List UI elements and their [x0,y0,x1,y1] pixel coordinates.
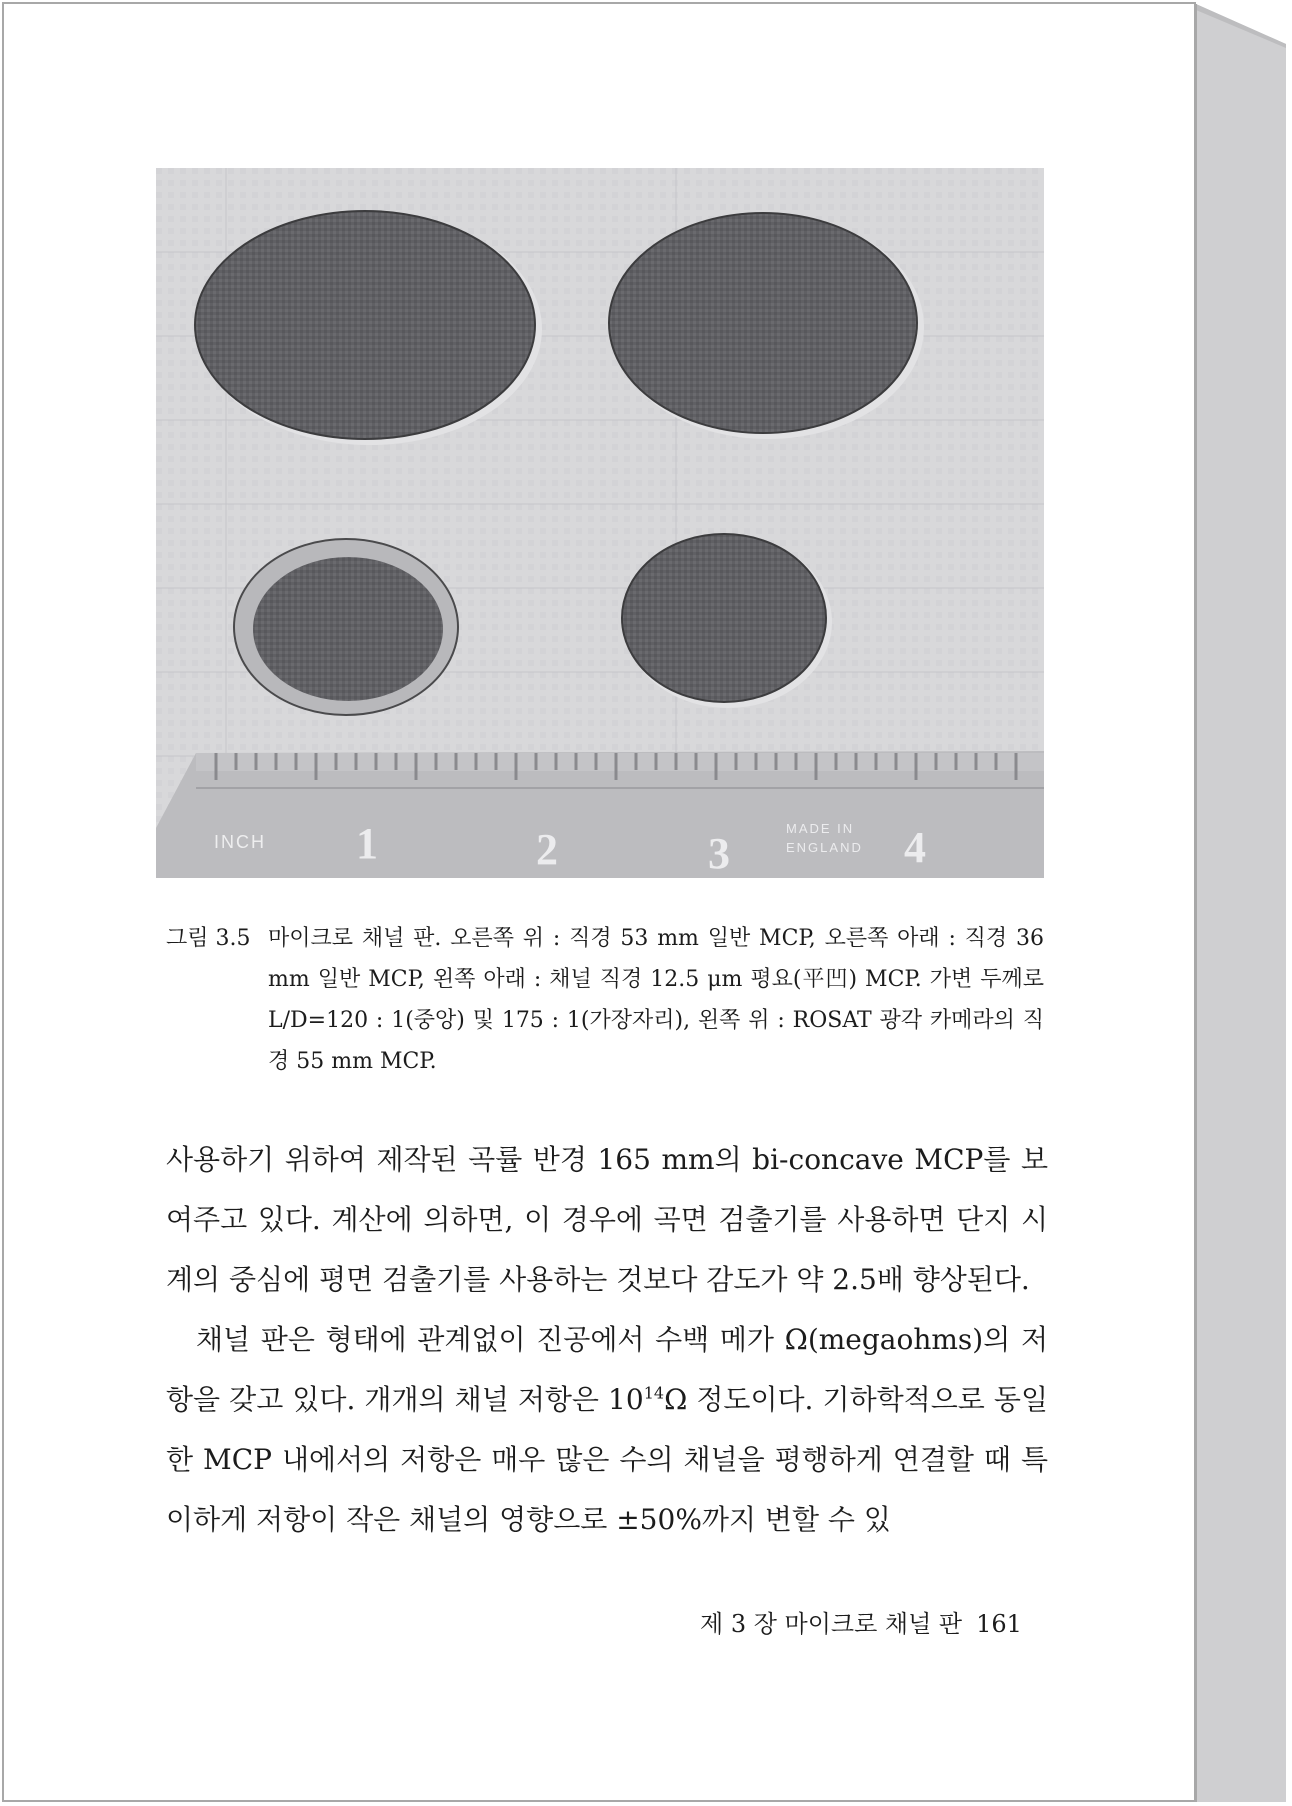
paragraph: 사용하기 위하여 제작된 곡률 반경 165 mm의 bi-concave MCP를 보여주고 있다. 계산에 의하면, 이 경우에 곡면 검출기를 사용하면 단지 시계의 중심에 평면 검출기를 사용하는 것보다 감도가 약 2.5배 향상된다. [166,1143,1048,1296]
page-footer [700,1604,1020,1639]
mcp-disk-bottom-left [234,539,458,715]
body-text [166,1130,1048,1550]
ruler [156,751,1044,878]
mcp-disk-top-right [609,213,924,439]
superscript: 14 [643,1383,665,1403]
mcp-photo-illustration [156,168,1044,878]
ruler-number: 1 [356,819,378,868]
ruler-number: 4 [904,823,926,872]
mcp-disk-top-left [195,211,542,445]
ruler-number: 2 [536,825,558,874]
caption-label: 그림 3.5 [166,926,251,951]
ruler-number: 3 [708,829,730,878]
text-run: Ω 정도이다. 기하학적으로 동일한 MCP 내에서의 저항은 매우 많은 수의 채널을 평행하게 연결할 때 특이하게 저항이 작은 채널의 영향으로 ±50%까지 변할 수 있 [166,1383,1048,1536]
text-run: 채널 판은 형태에 관계없이 진공에서 수백 메가 Ω(megaohms)의 저항을 갖고 있다. 개개의 채널 저항은 10 [166,1323,1048,1416]
figure-photo [156,168,1044,878]
caption-text: 마이크로 채널 판. 오른쪽 위 : 직경 53 mm 일반 MCP, 오른쪽 아래 : 직경 36 mm 일반 MCP, 왼쪽 아래 : 채널 직경 12.5 μm 평요(平凹) MCP. 가변 두께로 L/D=120 : 1(중앙) 및 175 : 1(가장자리), 왼쪽 위 : ROSAT 광각 카메라의 직경 55 mm MCP. [268,926,1044,1074]
paragraph [166,1310,1048,1550]
ruler-stamp: MADE IN [786,821,855,836]
page-number: 161 [976,1610,1022,1638]
book-edge [1196,4,1288,1802]
ruler-stamp: ENGLAND [786,840,863,855]
chapter-title: 제 3 장 마이크로 채널 판 [700,1610,963,1638]
ruler-inch-label: INCH [214,832,266,852]
